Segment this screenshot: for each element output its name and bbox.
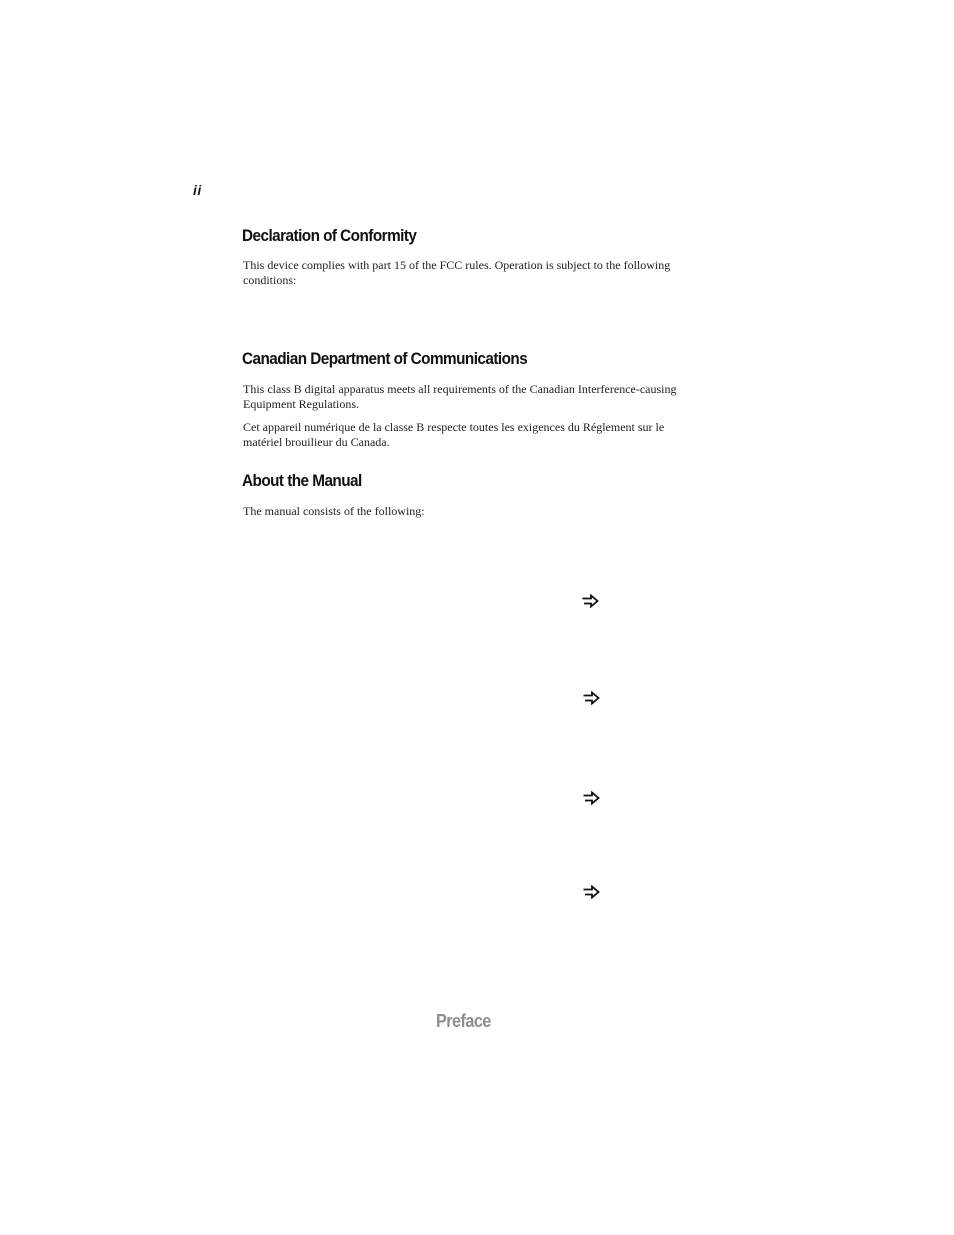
canadian-paragraph-english: This class B digital apparatus meets all requirements of the Canadian Interference-causing Equipment Regulations.	[243, 382, 677, 411]
arrow-right-icon	[582, 885, 600, 899]
about-manual-heading: About the Manual	[242, 471, 362, 490]
canadian-heading: Canadian Department of Communications	[242, 349, 528, 368]
footer-section-label: Preface	[436, 1011, 491, 1031]
declaration-heading: Declaration of Conformity	[242, 226, 417, 245]
canadian-paragraph-french: Cet appareil numérique de la classe B respecte toutes les exigences du Réglement sur le matériel brouilieur du Canada.	[243, 420, 665, 449]
arrow-right-icon	[582, 691, 600, 705]
page-number: ii	[193, 182, 202, 198]
arrow-right-icon	[582, 791, 600, 805]
about-manual-paragraph: The manual consists of the following:	[243, 504, 425, 518]
arrow-right-icon	[581, 594, 599, 608]
declaration-paragraph: This device complies with part 15 of the FCC rules. Operation is subject to the following conditions:	[243, 258, 671, 287]
